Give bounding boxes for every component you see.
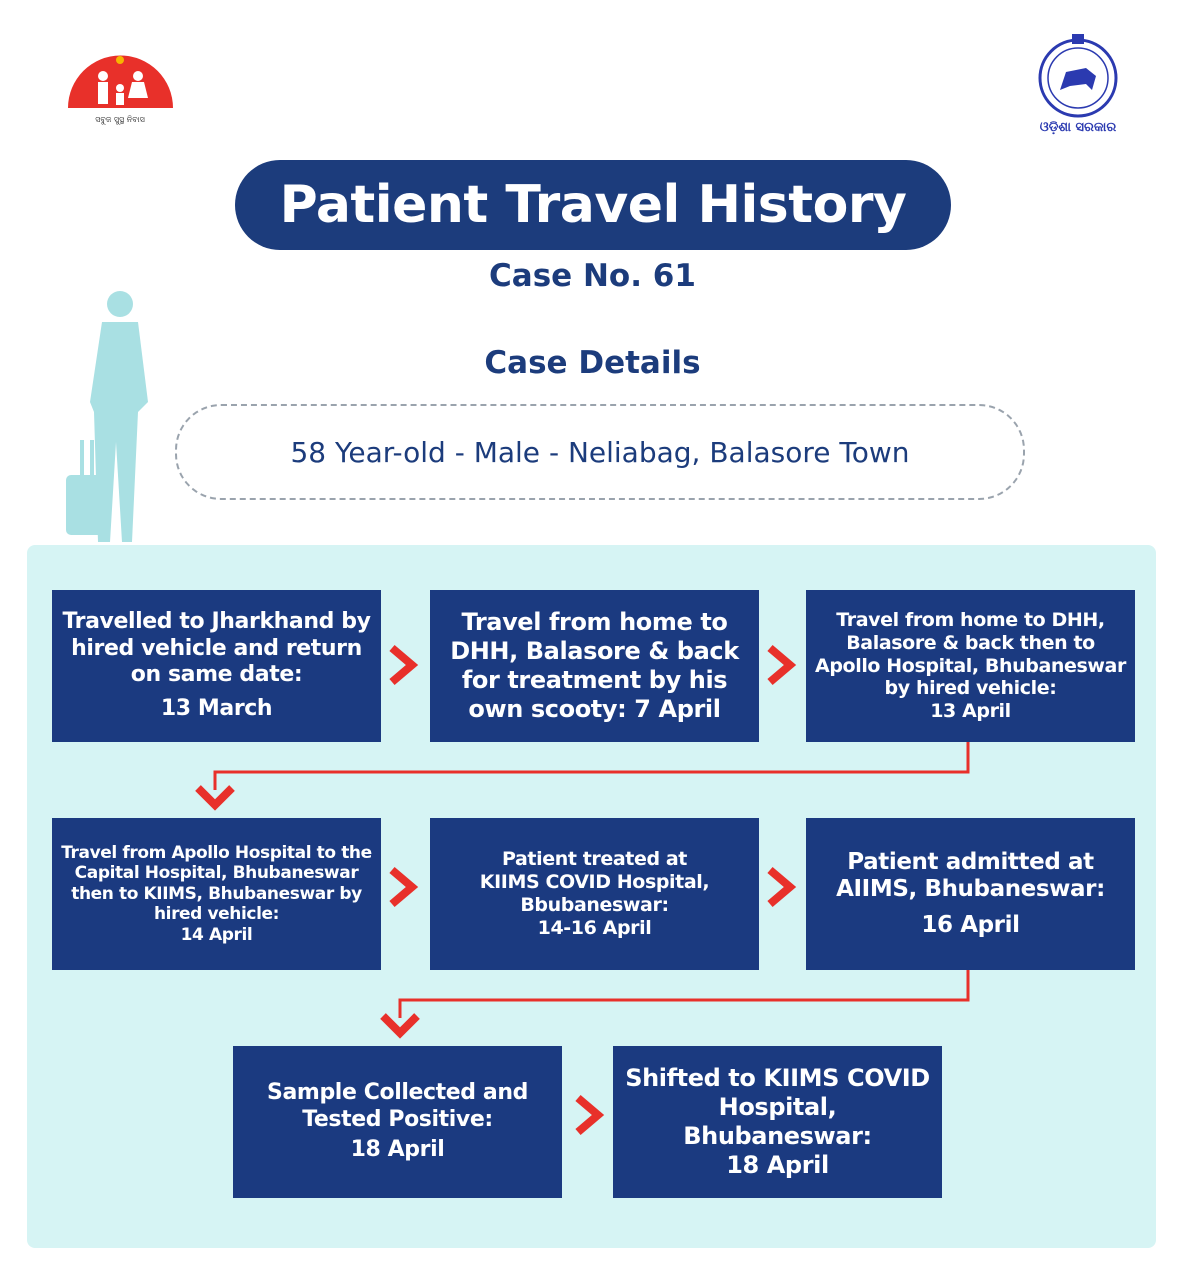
step-4 <box>52 818 381 970</box>
chevron-right-icon <box>770 870 790 904</box>
step-date: 18 April <box>350 1137 445 1163</box>
step-text: Travel from home to DHH, Balasore & back then to Apollo Hospital, Bhubaneswar by hired vehicle: <box>815 609 1126 700</box>
step-date: 13 April <box>930 700 1011 723</box>
chevron-right-icon <box>392 870 412 904</box>
step-text: Travel from Apollo Hospital to the Capital Hospital, Bhubaneswar then to KIIMS, Bhubaneswar by hired vehicle: <box>61 843 372 925</box>
step-text: Patient treated at KIIMS COVID Hospital, Bbubaneswar: <box>479 848 710 916</box>
step-text: Sample Collected and Tested Positive: <box>267 1080 528 1132</box>
step-3 <box>806 590 1135 742</box>
svg-text:ସବୁଜ ସୁସ୍ଥ ନିବାସ: ସବୁଜ ସୁସ୍ଥ ନିବାସ <box>95 115 145 124</box>
step-2 <box>430 590 759 742</box>
step-6 <box>806 818 1135 970</box>
case-number: Case No. 61 <box>489 258 696 294</box>
step-1 <box>52 590 381 742</box>
step-text: Shifted to KIIMS COVID Hospital, Bhubaneswar: <box>625 1064 930 1150</box>
chevron-down-icon <box>383 1016 417 1033</box>
connector-row1-row2 <box>215 742 968 790</box>
connector-row2-row3 <box>400 970 968 1018</box>
step-date: 14 April <box>180 924 253 945</box>
step-text: Patient admitted at AIIMS, Bhubaneswar: <box>836 848 1105 903</box>
step-date: 13 March <box>160 696 273 722</box>
step-date: 16 April <box>921 911 1020 938</box>
step-text: Travel from home to DHH, Balasore & back for treatment by his own scooty: 7 April <box>450 608 739 723</box>
chevron-right-icon <box>392 648 412 682</box>
case-details: 58 Year-old - Male - Neliabag, Balasore Town <box>175 404 1025 500</box>
step-text: Travelled to Jharkhand by hired vehicle and return on same date: <box>62 609 371 687</box>
chevron-right-icon <box>770 648 790 682</box>
chevron-right-icon <box>578 1098 598 1132</box>
chevron-down-icon <box>198 788 232 805</box>
step-date: 18 April <box>726 1150 829 1179</box>
step-date: 14-16 April <box>537 916 652 939</box>
step-7 <box>233 1046 562 1198</box>
svg-text:ଓଡ଼ିଶା ସରକାର: ଓଡ଼ିଶା ସରକାର <box>1039 120 1117 135</box>
step-8 <box>613 1046 942 1198</box>
case-details-heading: Case Details <box>484 345 701 381</box>
page-title: Patient Travel History <box>235 160 951 250</box>
step-5 <box>430 818 759 970</box>
